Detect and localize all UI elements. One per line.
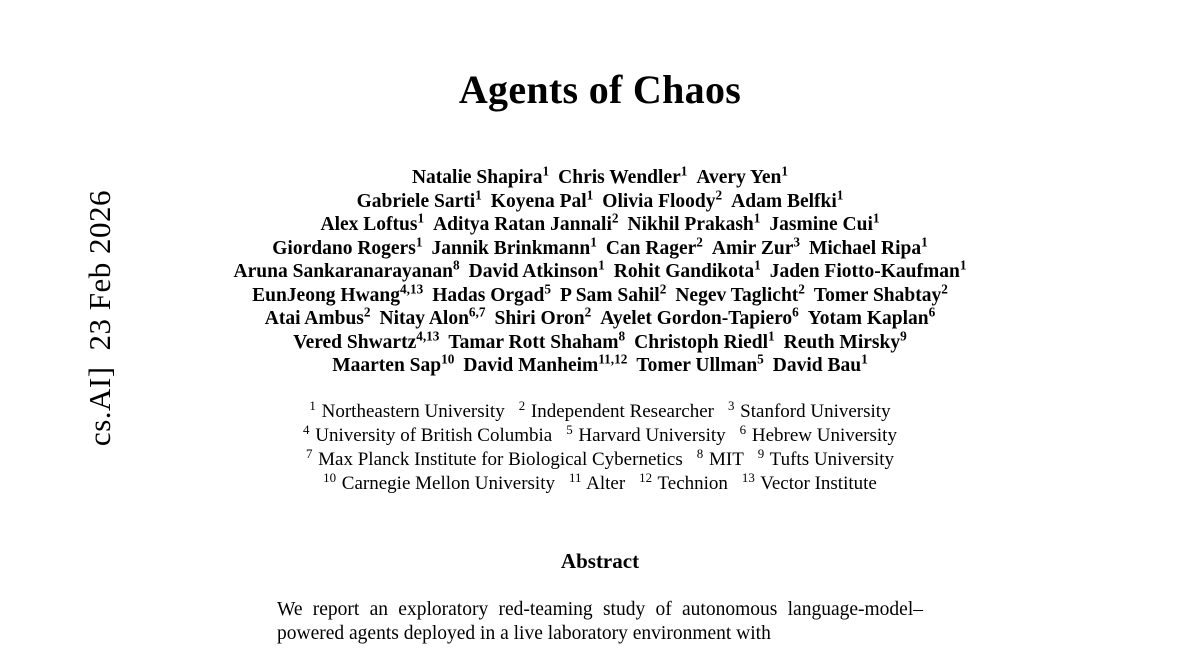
affiliation-name: Vector Institute — [755, 473, 877, 494]
author-name: Alex Loftus — [320, 214, 418, 235]
author-affiliation-marker: 2 — [584, 304, 592, 320]
author-affiliation-marker: 1 — [598, 257, 605, 273]
affiliation-index: 3 — [727, 397, 735, 413]
author-affiliation-marker: 2 — [715, 187, 723, 202]
author-affiliation-marker: 1 — [590, 234, 597, 249]
author-name: Giordano Rogers — [272, 237, 416, 259]
author-affiliation-marker: 1 — [753, 210, 761, 226]
affiliation-list — [0, 397, 1200, 496]
affiliation-index: 4 — [303, 421, 310, 437]
author-affiliation-marker: 2 — [941, 281, 948, 296]
author-affiliation-marker: 1 — [680, 163, 688, 179]
author-line — [0, 351, 1200, 378]
affiliation-name: Hebrew University — [747, 425, 897, 446]
author-name: Maarten Sap — [332, 355, 442, 376]
author-name: Christoph Riedl — [634, 331, 768, 353]
author-affiliation-marker: 8 — [618, 328, 626, 343]
author-affiliation-marker: 11,12 — [598, 351, 628, 367]
affiliation-index: 7 — [305, 445, 313, 461]
abstract-paragraph: We report an exploratory red-teaming study of autonomous language-model–powered agents deployed in a live laboratory environment with — [277, 599, 923, 644]
author-name: Aditya Ratan Jannali — [433, 214, 612, 235]
author-name: Tamar Rott Shaham — [448, 331, 619, 353]
author-affiliation-marker: 1 — [861, 351, 868, 367]
author-affiliation-marker: 2 — [696, 234, 703, 249]
author-name: Aruna Sankaranarayanan — [233, 261, 453, 282]
author-line — [0, 281, 1200, 308]
abstract-heading: Abstract — [560, 549, 640, 573]
author-affiliation-marker: 1 — [836, 187, 844, 202]
author-affiliation-marker: 4,13 — [416, 328, 440, 343]
author-list — [0, 163, 1200, 378]
author-name: Olivia Floody — [602, 190, 716, 212]
affiliation-index: 8 — [696, 445, 704, 461]
author-name: Jasmine Cui — [769, 214, 873, 235]
affiliation-name: Technion — [653, 473, 728, 494]
affiliation-name: Harvard University — [573, 425, 726, 446]
affiliation-line — [0, 421, 1200, 448]
affiliation-name: Independent Researcher — [526, 401, 714, 422]
author-affiliation-marker: 1 — [475, 187, 482, 202]
author-affiliation-marker: 10 — [441, 351, 455, 367]
author-line — [0, 187, 1200, 214]
author-affiliation-marker: 2 — [659, 281, 667, 296]
author-name: Tomer Shabtay — [813, 284, 942, 306]
affiliation-name: Northeastern University — [316, 401, 505, 422]
author-name: Amir Zur — [711, 237, 794, 259]
author-name: Hadas Orgad — [432, 284, 545, 306]
author-affiliation-marker: 1 — [959, 257, 967, 273]
author-name: EunJeong Hwang — [252, 284, 401, 306]
author-name: Nikhil Prakash — [627, 214, 754, 235]
arxiv-date: 23 Feb 2026 — [82, 189, 117, 351]
author-line — [0, 163, 1200, 190]
affiliation-index: 1 — [309, 397, 316, 413]
author-line — [0, 234, 1200, 261]
author-line — [0, 210, 1200, 237]
affiliation-name: Carnegie Mellon University — [337, 473, 555, 494]
affiliation-name: MIT — [704, 449, 744, 470]
page-title: Agents of Chaos — [458, 67, 742, 112]
author-name: Yotam Kaplan — [807, 308, 929, 329]
author-affiliation-marker: 1 — [415, 234, 423, 249]
affiliation-index: 12 — [639, 469, 653, 485]
author-affiliation-marker: 1 — [417, 210, 425, 226]
affiliation-index: 13 — [741, 469, 755, 485]
author-name: Gabriele Sarti — [356, 190, 476, 212]
author-name: Tomer Ullman — [636, 355, 758, 376]
author-affiliation-marker: 2 — [611, 210, 619, 226]
author-name: Vered Shwartz — [293, 331, 417, 353]
author-affiliation-marker: 5 — [757, 351, 764, 367]
affiliation-name: Alter — [582, 473, 626, 494]
author-affiliation-marker: 1 — [754, 257, 761, 273]
author-name: Can Rager — [605, 237, 697, 259]
affiliation-name: Max Planck Institute for Biological Cybernetics — [313, 449, 683, 470]
author-name: Natalie Shapira — [411, 167, 543, 188]
affiliation-index: 2 — [518, 397, 526, 413]
author-affiliation-marker: 9 — [900, 328, 907, 343]
author-name: Rohit Gandikota — [613, 261, 755, 282]
author-name: Atai Ambus — [264, 308, 364, 329]
author-affiliation-marker: 1 — [921, 234, 928, 249]
author-name: Jannik Brinkmann — [431, 237, 591, 259]
affiliation-index: 9 — [757, 445, 765, 461]
affiliation-line — [0, 445, 1200, 472]
author-affiliation-marker: 5 — [544, 281, 551, 296]
author-name: Ayelet Gordon-Tapiero — [600, 308, 793, 329]
affiliation-index: 5 — [566, 421, 573, 437]
author-name: David Manheim — [463, 355, 599, 376]
affiliation-index: 6 — [739, 421, 747, 437]
author-name: Jaden Fiotto-Kaufman — [769, 261, 960, 282]
affiliation-name: Tufts University — [765, 449, 895, 470]
author-name: Shiri Oron — [494, 308, 585, 329]
author-affiliation-marker: 1 — [872, 210, 880, 226]
affiliation-index: 11 — [568, 469, 582, 485]
author-affiliation-marker: 3 — [793, 234, 800, 249]
author-name: Nitay Alon — [379, 308, 469, 329]
author-name: Chris Wendler — [558, 167, 681, 188]
author-line — [0, 257, 1200, 284]
author-line — [0, 304, 1200, 331]
affiliation-index: 10 — [323, 469, 337, 485]
author-affiliation-marker: 4,13 — [400, 281, 424, 296]
author-name: P Sam Sahil — [560, 284, 660, 306]
author-affiliation-marker: 1 — [542, 163, 550, 179]
author-affiliation-marker: 6 — [792, 304, 799, 320]
author-name: Koyena Pal — [490, 190, 587, 212]
author-name: Adam Belfki — [731, 190, 837, 212]
author-affiliation-marker: 1 — [781, 163, 789, 179]
abstract-body — [277, 598, 923, 645]
author-affiliation-marker: 1 — [768, 328, 775, 343]
author-affiliation-marker: 2 — [798, 281, 805, 296]
affiliation-name: University of British Columbia — [310, 425, 553, 446]
author-name: Michael Ripa — [808, 237, 922, 259]
author-affiliation-marker: 6,7 — [468, 304, 486, 320]
author-affiliation-marker: 1 — [586, 187, 594, 202]
author-affiliation-marker: 8 — [452, 257, 460, 273]
affiliation-name: Stanford University — [735, 401, 891, 422]
author-name: Reuth Mirsky — [783, 331, 901, 353]
affiliation-line — [0, 469, 1200, 496]
author-name: Negev Taglicht — [675, 284, 799, 306]
author-name: Avery Yen — [696, 167, 782, 188]
author-affiliation-marker: 2 — [363, 304, 371, 320]
affiliation-line — [0, 397, 1200, 424]
author-name: David Atkinson — [468, 261, 599, 282]
author-line — [0, 328, 1200, 355]
author-affiliation-marker: 6 — [928, 304, 936, 320]
arxiv-category: cs.AI] — [82, 366, 117, 447]
author-name: David Bau — [772, 355, 862, 376]
